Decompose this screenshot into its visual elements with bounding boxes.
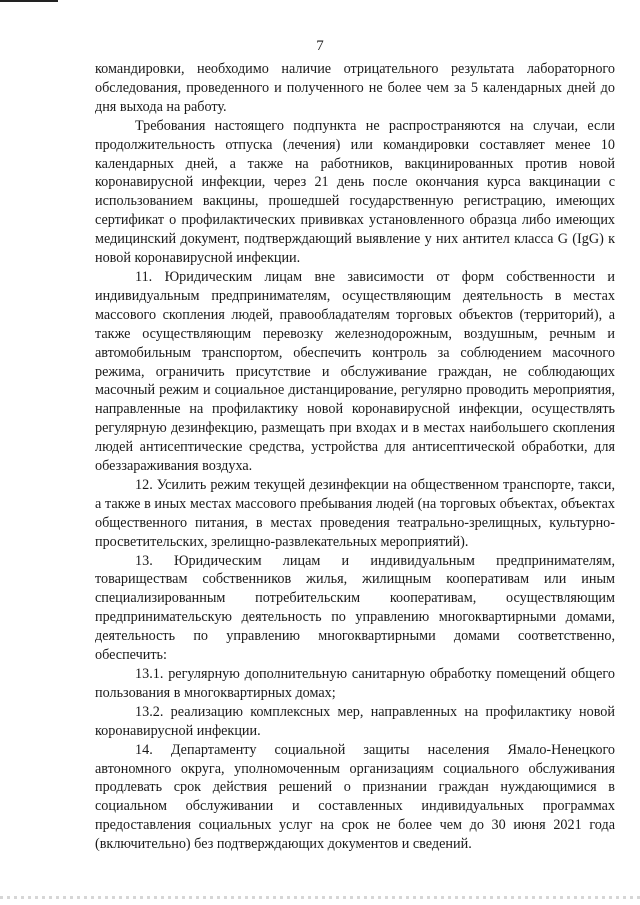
page-number: 7	[316, 38, 324, 54]
paragraph-item-14: 14. Департаменту социальной защиты населения Ямало-Ненецкого автономного округа, уполномоченным организациям социального обслуживания продлевать срок действия решений о признании граждан нуждающимися в социальном обслуживании и составленных индивидуальных программах предоставления социальных услуг на срок не более чем до 30 июня 2021 года (включительно) без подтверждающих документов и сведений.	[95, 741, 615, 853]
paragraph-item-12: 12. Усилить режим текущей дезинфекции на общественном транспорте, такси, а также в иных местах массового пребывания людей (на торговых объектах, объектах общественного питания, в местах проведения театрально-зрелищных, культурно-просветительских, зрелищно-развлекательных мероприятий).	[95, 476, 615, 550]
paragraph-item-13: 13. Юридическим лицам и индивидуальным предпринимателям, товариществам собственников жилья, жилищным кооперативам или иным специализированным потребительским кооперативам, осуществляющим предпринимательскую деятельность по управлению многоквартирными домами, деятельность по управлению многоквартирными домами соответственно, обеспечить:	[95, 552, 615, 664]
paragraph-item-13-2: 13.2. реализацию комплексных мер, направленных на профилактику новой коронавирусной инфекции.	[95, 703, 615, 739]
scan-edge-mark	[0, 0, 58, 2]
paragraph-continuation: командировки, необходимо наличие отрицательного результата лабораторного обследования, проведенного и полученного не более чем за 5 календарных дней до дня выхода на работу.	[95, 61, 615, 115]
scan-edge-artifact	[0, 896, 640, 899]
paragraph-item-11: 11. Юридическим лицам вне зависимости от форм собственности и индивидуальным предпринимателям, осуществляющим деятельность в местах массового скопления людей, правообладателям торговых объектов (территорий), а также осуществляющим перевозку железнодорожным, воздушным, речным и автомобильным транспортом, обеспечить контроль за соблюдением масочного режима, ограничить присутствие и обслуживание граждан, не соблюдающих масочный режим и социальное дистанцирование, регулярно проводить мероприятия, направленные на профилактику новой коронавирусной инфекции, осуществлять регулярную дезинфекцию, размещать при входах и в местах наибольшего скопления людей антисептические средства, устройства для антисептической обработки, для обеззараживания воздуха.	[95, 268, 615, 475]
paragraph-item-13-1: 13.1. регулярную дополнительную санитарную обработку помещений общего пользования в многоквартирных домах;	[95, 666, 615, 701]
document-body	[95, 60, 615, 854]
paragraph-exceptions: Требования настоящего подпункта не распространяются на случаи, если продолжительность отпуска (лечения) или командировки составляет менее 10 календарных дней, а также на работников, вакцинированных против новой коронавирусной инфекции, через 21 день после окончания курса вакцинации с использованием вакцины, прошедшей государственную регистрацию, имеющих сертификат о профилактических прививках установленного образца либо имеющих медицинский документ, подтверждающий выявление у них антител класса G (IgG) к новой коронавирусной инфекции.	[95, 117, 615, 267]
